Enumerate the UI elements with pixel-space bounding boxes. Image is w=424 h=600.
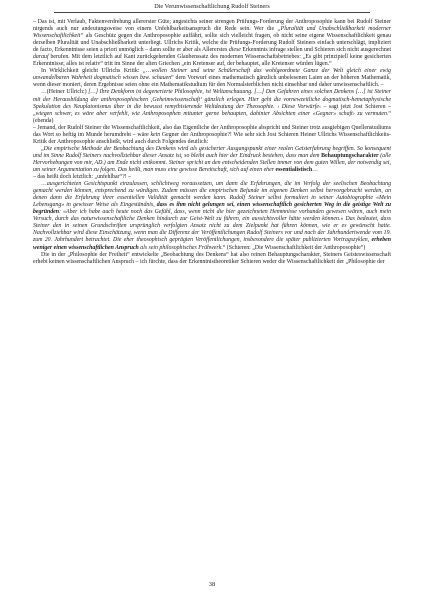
text-run: Die in der „Philosophie der Freiheit“ entwickelte „Beobachtung des Denkens“ hat also reinen Behauptungscharakter, Steiners Geisteswissenschaft erhebt keinen wissenschaftlichen Anspruch – ich fürchte, dass der Erkenntnistheoretiker Schieren weder die Wissenschaftlichkeit der „Philosophie der — [33, 251, 391, 265]
body-text — [33, 19, 391, 266]
text-run: wiegen schwer, es wäre aber verfehlt, wie Anthroposophen mitunter gerne behaupten, dahinter Absichten einer «Gegner» schaft› zu vermuten — [35, 110, 387, 117]
text-run: „ — [41, 145, 44, 152]
running-head: Die Verunwissenschaftlichung Rudolf Steiners — [154, 3, 270, 10]
header-rule — [54, 12, 370, 13]
text-run: … — [41, 181, 47, 188]
text-run: .“ (ebenda) — [33, 110, 391, 124]
text-run: essentialistisch — [275, 166, 313, 173]
text-run: Die empirische Methode der Beobachtung des Denkens wird als gesicherter Ausgangspunkt einer realen Geisterfahrung begriffen. So konsequent und im Sinne Rudolf Steiners nachvollziehbar dieser Ansatz ist, so bleibt auch hier der Eindruck bestehen, dass man dem — [33, 145, 391, 159]
text-run: „Pluralität und Unabschließbarkeit moderner Wissenschaftlichkeit“ — [33, 26, 391, 40]
paragraph — [33, 68, 391, 89]
paragraph — [33, 19, 391, 68]
paragraph — [33, 125, 391, 146]
text-run: erheben weniger einen wissenschaftlichen Anspruch — [33, 237, 391, 251]
text-run: berufen. Mit dem letztlich auf Kant zurückgehenden Glaubenssatz des modernen Wissenschaftsbetriebes: „Es gibt prinzipiell keine gesicherten Erkenntnisse; alles ist relativ“ tritt im Sinne der alten Griechen „ein Kretenser auf, der behauptet, alle Kretenser würden lügen.“ — [33, 54, 391, 68]
text-run: am Ende nicht entkommt. Steiner spricht an den entscheidenden Stellen immer von dem guten Willen, der notwendig sei, um seiner Argumentation zu folgen. Das heißt, man muss eine gewisse Bereitschaft, sich auf einen eher — [33, 159, 391, 173]
block-quote — [33, 89, 391, 124]
text-run: Gegner der Anthroposophie?! Wie sehr sich Jost Schieren Heiner Ullrichs Wissenschaftlichkeits-Kritik der Anthroposophie anschließt, wird auch durch Folgendes deutlich: — [33, 131, 391, 145]
text-run: als Geschütz gegen die Anthroposophie auffährt, sollte sich vielleicht fragen, ob nicht seine eigene Wissenschaftlichkeit genau derselben Pluralität und Unabschließbarkeit unterliegt. Ullrichs Kritik, welche die Prüfungs-Forderung Rudolf Steiners einfach unterschlägt, impliziert de facto, Erkenntnisse seien a priori unmöglich – dann sollte er aber als Allererstes — [33, 33, 391, 54]
text-run: – Das ist, mit Verlaub, Faktenverdrehung allererster Güte; angesichts seiner strengen Prüfungs-Forderung der Anthroposophie kann bei Rudolf Steiner nirgends auch nur andeutungsweise von einem Unfehlbarkeitsanspruch die Rede sein. Wer die — [33, 19, 391, 33]
text-run: wollen Steiner und seine Schülerschaft das wohlgeordnete Ganze der Welt gleich einer ewig unwandelbaren Wahrheit dogmatisch wissen bzw. schauen — [33, 68, 391, 82]
text-run: ausgerichteten Gesichtspunkt einzulassen, schlichtweg voraussetzen, um dann die Erfahrungen, die im Verfolg der seelischen Beobachtung gemacht werden können, entsprechend zu würdigen. Zudem müssen die empirischen Befunde im eigenen Denken selbst hervorgebracht werden, an denen dann die Erfahrung ihrer essentiellen Validität gemacht werden kann. Rudolf Steiner selbst formuliert in seiner Autobiographie «Mein Lebensgang» in gewisser Weise als Eingeständnis, — [33, 181, 391, 209]
block-quote — [33, 146, 391, 174]
text-run: darauf — [33, 54, 49, 61]
text-run: […] Ihre Denkform ist degenerierte Philosophie, ist Weltanschauung. […] Den Gefahren eines solchen Denkens […] ist Steiner mit der Herausbildung der anthroposophischen ‚Geheimwissenschaft‘ gänzlich erlegen. Hier geht die vornewzeitliche dogmatisch-hemetaphysische Spekulation des Neuplatonismus über in die bewusst remythisierende Weltdeutung der Theosophie. › Diese Vorwürfe — [33, 89, 392, 110]
text-run: – Jemand, der Rudolf Steiner die Wissenschaftlichkeit, also das Eigentliche der Anthroposophie abspricht und Steiner trotz ausgiebigen Quellenstudiums das Wort so heftig im Munde herumdreht – wäre — [33, 124, 391, 138]
text-run: – das heißt doch letztlich: „unfehlbar“?! – — [33, 174, 132, 181]
text-run: … — [312, 166, 318, 173]
text-run: : «Aber ich habe auch heute noch das Gefühl, dass, wenn nicht die hier gezeichneten Hemmnisse vorhanden gewesen wären, auch mein Versuch, durch das naturwissenschaftliche Denken hindurch zur Geist-Welt zu führen, ein aussichtsvoller hätte werden können.» Das bedeutet, dass Steiner den in seinen Grundschriften ursprünglich verfolgten Ansatz nicht zu dem Zielpunkt hat führen können, wie er es gewünscht hatte. Nachvollziehbar wird diese Einschätzung, wenn man die Differenz der Veröffentlichungen Rudolf Steiners vor und nach der Jahrhundertwende vom 19. zum 20. Jahrhundert betrachtet. Die eher theosophisch geprägten Veröffentlichungen, insbesondere die später publizierten Vortragszyklen, — [33, 209, 391, 244]
block-quote — [33, 181, 391, 251]
paragraph — [33, 252, 391, 266]
text-run: Erkenntnis infrage stellen und Schieren sich nicht ausgerechnet — [240, 47, 391, 54]
text-run: …(Heiner Ullrich:) — [41, 89, 89, 96]
text-run: .“ (Schieren: „Die Wissenschaftlichkeit der Anthroposophie“) — [221, 244, 366, 251]
text-run: kein — [150, 131, 161, 138]
page-number: 38 — [208, 581, 216, 588]
text-run: Behauptungscharakter — [321, 152, 379, 159]
text-run: In Wirklichkeit gleicht Ullrichs Kritik: „… — [41, 68, 152, 75]
text-run: (alle Hervorhebungen von mir, AD.) — [33, 152, 391, 166]
text-run: als sein philosophisches Frühwerk — [138, 244, 222, 251]
text-run: ‹ – sagt jetzt Jost Schieren – „ — [33, 103, 391, 117]
text-run: dass es ihm nicht gelungen sei, einen wissenschaftlich gesicherten Weg in die geistige Welt zu begründen — [33, 202, 391, 216]
text-run: “ dem Vorwurf eines mathematisch gänzlich unbelesenen Laien an der höheren Mathematik, wenn dieser moniert, deren Ergebnisse seien ohne ein Mathematikstudium für den Normalsterblichen nicht einsehbar und daher unwissenschaftlich. – — [33, 75, 391, 89]
text-run: diese — [228, 47, 241, 54]
